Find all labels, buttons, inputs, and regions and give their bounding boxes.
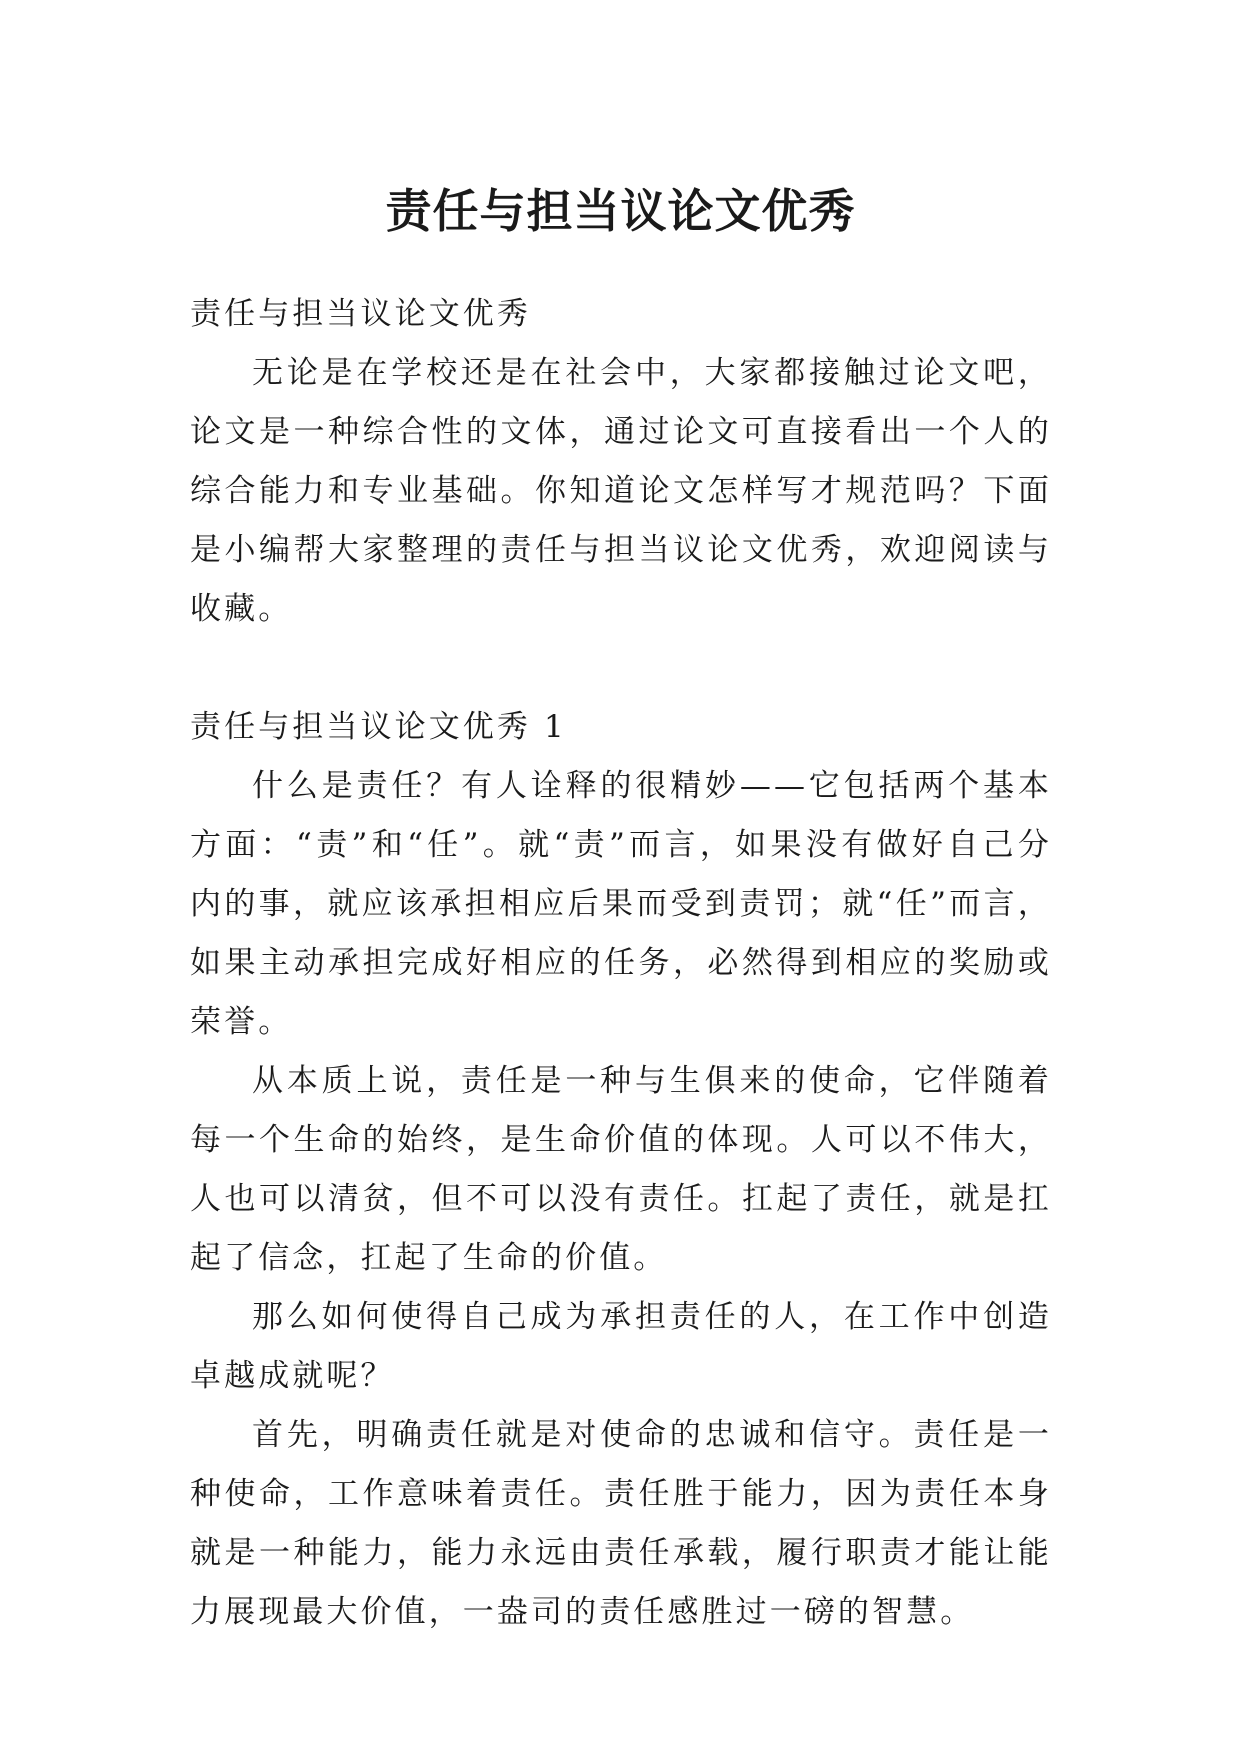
document-title: 责任与担当议论文优秀	[385, 183, 856, 238]
section-paragraph-4: 首先，明确责任就是对使命的忠诚和信守。责任是一种使命，工作意味着责任。责任胜于能力，因为责任本身就是一种能力，能力永远由责任承载，履行职责才能让能力展现最大价值，一盎司的责任感胜过一磅的智慧。	[190, 1417, 1052, 1630]
document-subtitle: 责任与担当议论文优秀	[190, 296, 531, 332]
section-spacer	[190, 639, 1052, 698]
section-paragraph-1: 什么是责任？有人诠释的很精妙——它包括两个基本方面：“责”和“任”。就“责”而言，如果没有做好自己分内的事，就应该承担相应后果而受到责罚；就“任”而言，如果主动承担完成好相应的任务，必然得到相应的奖励或荣誉。	[190, 768, 1052, 1040]
section-paragraph-2: 从本质上说，责任是一种与生俱来的使命，它伴随着每一个生命的始终，是生命价值的体现。人可以不伟大，人也可以清贫，但不可以没有责任。扛起了责任，就是扛起了信念，扛起了生命的价值。	[190, 1063, 1052, 1276]
section-paragraph-3: 那么如何使得自己成为承担责任的人，在工作中创造卓越成就呢？	[190, 1299, 1052, 1394]
section-heading: 责任与担当议论文优秀 1	[190, 709, 567, 745]
intro-paragraph: 无论是在学校还是在社会中，大家都接触过论文吧，论文是一种综合性的文体，通过论文可直接看出一个人的综合能力和专业基础。你知道论文怎样写才规范吗？下面是小编帮大家整理的责任与担当议论文优秀，欢迎阅读与收藏。	[190, 355, 1052, 627]
document-body	[190, 285, 1052, 1642]
